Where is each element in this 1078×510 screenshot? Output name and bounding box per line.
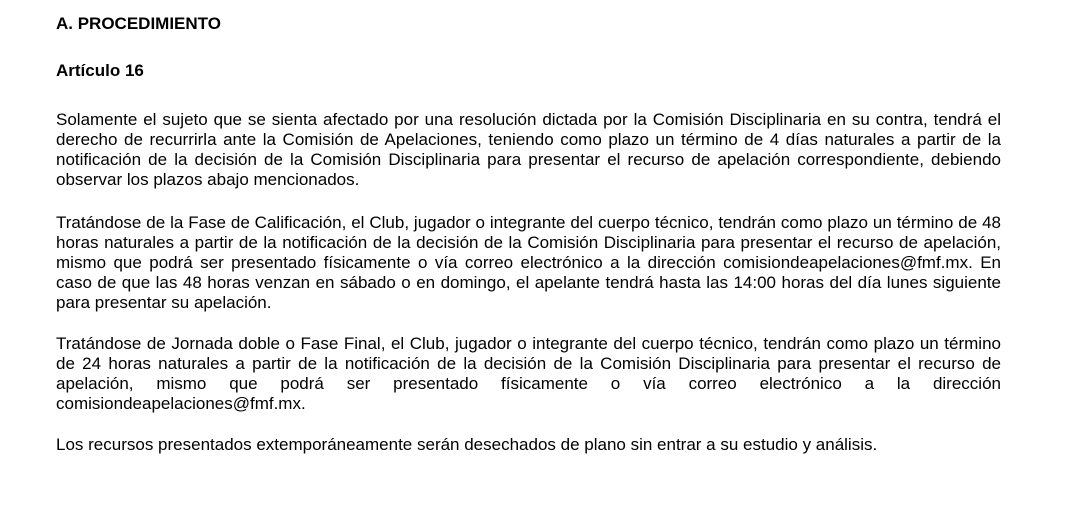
document-page bbox=[56, 10, 1001, 455]
section-heading: A. PROCEDIMIENTO bbox=[56, 14, 221, 33]
article-heading: Artículo 16 bbox=[56, 61, 144, 80]
paragraph-late-appeals: Los recursos presentados extemporáneamente serán desechados de plano sin entrar a su estudio y análisis. bbox=[56, 435, 878, 454]
paragraph-qualification-phase: Tratándose de la Fase de Calificación, el Club, jugador o integrante del cuerpo técnico, tendrán como plazo un término de 48 horas naturales a partir de la notificación de la decisión de la Comisión Disciplinaria para presentar el recurso de apelación, mismo que podrá ser presentado físicamente o vía correo electrónico a la dirección comisiondeapelaciones@fmf.mx. En caso de que las 48 horas venzan en sábado o en domingo, el apelante tendrá hasta las 14:00 horas del día lunes siguiente para presentar su apelación. bbox=[56, 213, 1001, 312]
paragraph-appeal-right: Solamente el sujeto que se sienta afectado por una resolución dictada por la Comisión Disciplinaria en su contra, tendrá el derecho de recurrirla ante la Comisión de Apelaciones, teniendo como plazo un término de 4 días naturales a partir de la notificación de la decisión de la Comisión Disciplinaria para presentar el recurso de apelación correspondiente, debiendo observar los plazos abajo mencionados. bbox=[56, 110, 1001, 189]
paragraph-final-phase: Tratándose de Jornada doble o Fase Final, el Club, jugador o integrante del cuerpo técnico, tendrán como plazo un término de 24 horas naturales a partir de la notificación de la decisión de la Comisión Disciplinaria para presentar el recurso de apelación, mismo que podrá ser presentado físicamente o vía correo electrónico a la dirección comisiondeapelaciones@fmf.mx. bbox=[56, 334, 1001, 413]
